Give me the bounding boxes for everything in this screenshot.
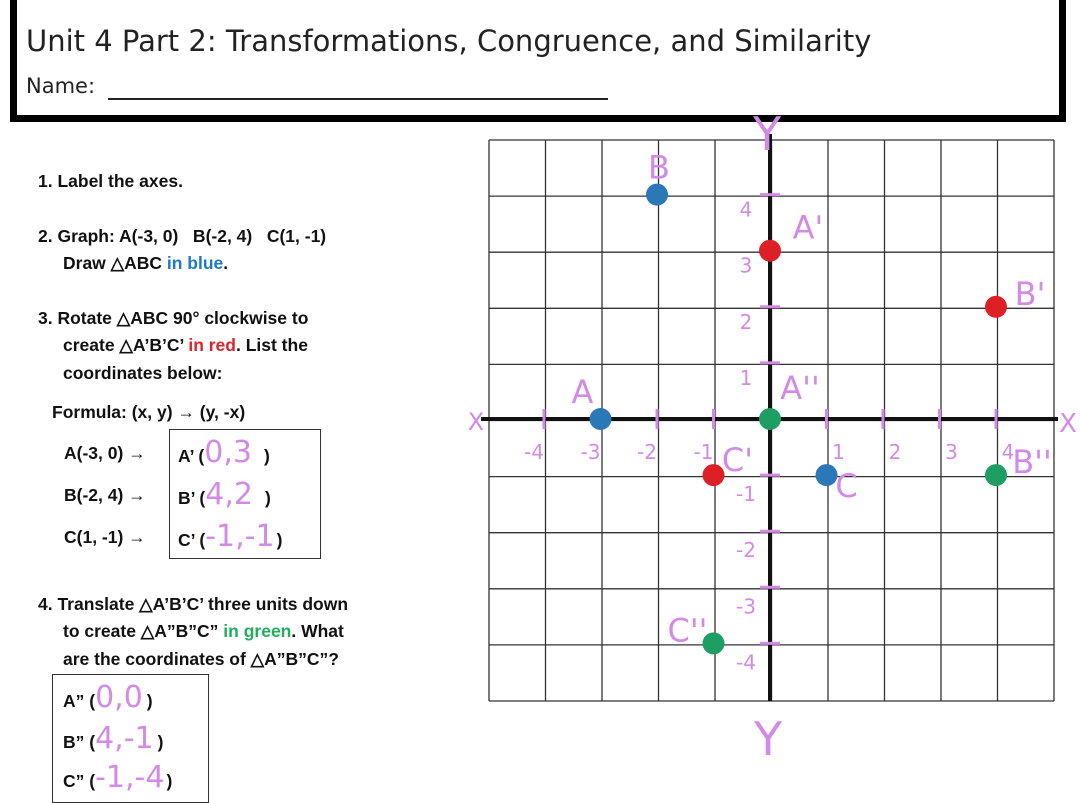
answer-prefix: A” ( bbox=[63, 691, 96, 711]
point-bp[interactable] bbox=[985, 296, 1007, 318]
y-axis-label-top: Y bbox=[752, 107, 782, 161]
handwritten-answer: -1,-1 bbox=[205, 519, 275, 554]
answer-prefix: B’ ( bbox=[178, 488, 206, 508]
x-tick-label: -4 bbox=[524, 440, 544, 464]
x-tick-label: -3 bbox=[580, 440, 601, 464]
question-4-line3: are the coordinates of △A”B”C”? bbox=[63, 649, 339, 669]
y-tick-label: -1 bbox=[736, 482, 756, 507]
q2-end-text: . bbox=[223, 253, 229, 273]
q4-what-text: . What bbox=[291, 621, 344, 641]
handwritten-answer: 0,0 bbox=[95, 680, 143, 715]
x-axis-label-left: X bbox=[467, 408, 485, 436]
y-tick-label: 4 bbox=[739, 197, 753, 222]
y-tick-label: -4 bbox=[736, 650, 756, 675]
point-a[interactable] bbox=[590, 408, 612, 430]
question-2: 2. Graph: A(-3, 0) B(-2, 4) C(1, -1) bbox=[38, 226, 327, 246]
answer-close: ) bbox=[276, 530, 283, 550]
y-tick-label: 2 bbox=[739, 309, 753, 334]
point-app[interactable] bbox=[759, 408, 781, 430]
y-tick-label: 3 bbox=[739, 253, 753, 278]
x-tick-label: 1 bbox=[832, 440, 845, 464]
name-label: Name: bbox=[26, 74, 96, 98]
question-4-line1: 4. Translate △A’B’C’ three units down bbox=[38, 594, 349, 614]
rotation-source-a: A(-3, 0) → bbox=[64, 443, 146, 463]
answer-prefix: B” ( bbox=[63, 732, 96, 752]
question-3-line1: 3. Rotate △ABC 90° clockwise to bbox=[38, 308, 309, 328]
q3-create-text: create △A’B’C’ bbox=[63, 335, 189, 355]
handwritten-answer: 4,-1 bbox=[95, 721, 154, 756]
y-tick-label: -3 bbox=[736, 594, 756, 619]
point-label: B' bbox=[1014, 274, 1046, 313]
answer-close: ) bbox=[157, 732, 164, 752]
point-label: C' bbox=[721, 441, 754, 480]
point-bpp[interactable] bbox=[985, 464, 1007, 486]
point-label: C'' bbox=[667, 611, 708, 650]
q2-draw-text: Draw △ABC bbox=[63, 253, 167, 273]
formula: Formula: (x, y) → (y, -x) bbox=[52, 402, 246, 422]
handwritten-answer: 4,2 bbox=[205, 477, 253, 512]
point-b[interactable] bbox=[646, 184, 668, 206]
x-tick-label: -1 bbox=[693, 440, 714, 464]
question-3-line3: coordinates below: bbox=[63, 363, 223, 383]
point-label: B bbox=[648, 148, 670, 187]
answer-prefix: C’ ( bbox=[178, 530, 206, 550]
rotation-source-c: C(1, -1) → bbox=[64, 527, 146, 547]
point-label: A' bbox=[792, 208, 824, 247]
answer-close: ) bbox=[264, 488, 271, 508]
q4-color-text: in green bbox=[223, 621, 292, 641]
answer-close: ) bbox=[263, 446, 270, 466]
answer-prefix: A’ ( bbox=[178, 446, 205, 466]
x-tick-label: 2 bbox=[888, 440, 902, 464]
q3-color-text: in red bbox=[188, 335, 236, 355]
point-label: A bbox=[571, 373, 594, 411]
answer-prefix: C” ( bbox=[63, 771, 96, 791]
y-tick-label: 1 bbox=[739, 365, 753, 390]
q4-create-text: to create △A”B”C” bbox=[63, 621, 224, 641]
rotation-source-b: B(-2, 4) → bbox=[64, 485, 146, 505]
point-label: B'' bbox=[1012, 443, 1052, 482]
x-tick-label: 3 bbox=[945, 440, 958, 464]
x-axis-label-right: X bbox=[1059, 409, 1077, 439]
page-title: Unit 4 Part 2: Transformations, Congruence, and Similarity bbox=[26, 24, 872, 58]
y-axis-label-bottom: Y bbox=[753, 712, 783, 766]
point-label: A'' bbox=[780, 369, 820, 407]
point-c[interactable] bbox=[816, 464, 838, 486]
answer-close: ) bbox=[146, 691, 153, 711]
question-1: 1. Label the axes. bbox=[38, 171, 183, 191]
handwritten-answer: -1,-4 bbox=[95, 760, 165, 795]
y-tick-label: -2 bbox=[736, 538, 756, 563]
point-ap[interactable] bbox=[759, 240, 781, 262]
point-label: C bbox=[835, 467, 858, 506]
q2-color-text: in blue bbox=[166, 253, 224, 273]
q3-list-text: . List the bbox=[235, 335, 308, 355]
answer-close: ) bbox=[166, 771, 173, 791]
x-tick-label: -2 bbox=[637, 440, 657, 464]
handwritten-answer: 0,3 bbox=[204, 435, 252, 470]
x-tick-label: 4 bbox=[1001, 440, 1015, 464]
